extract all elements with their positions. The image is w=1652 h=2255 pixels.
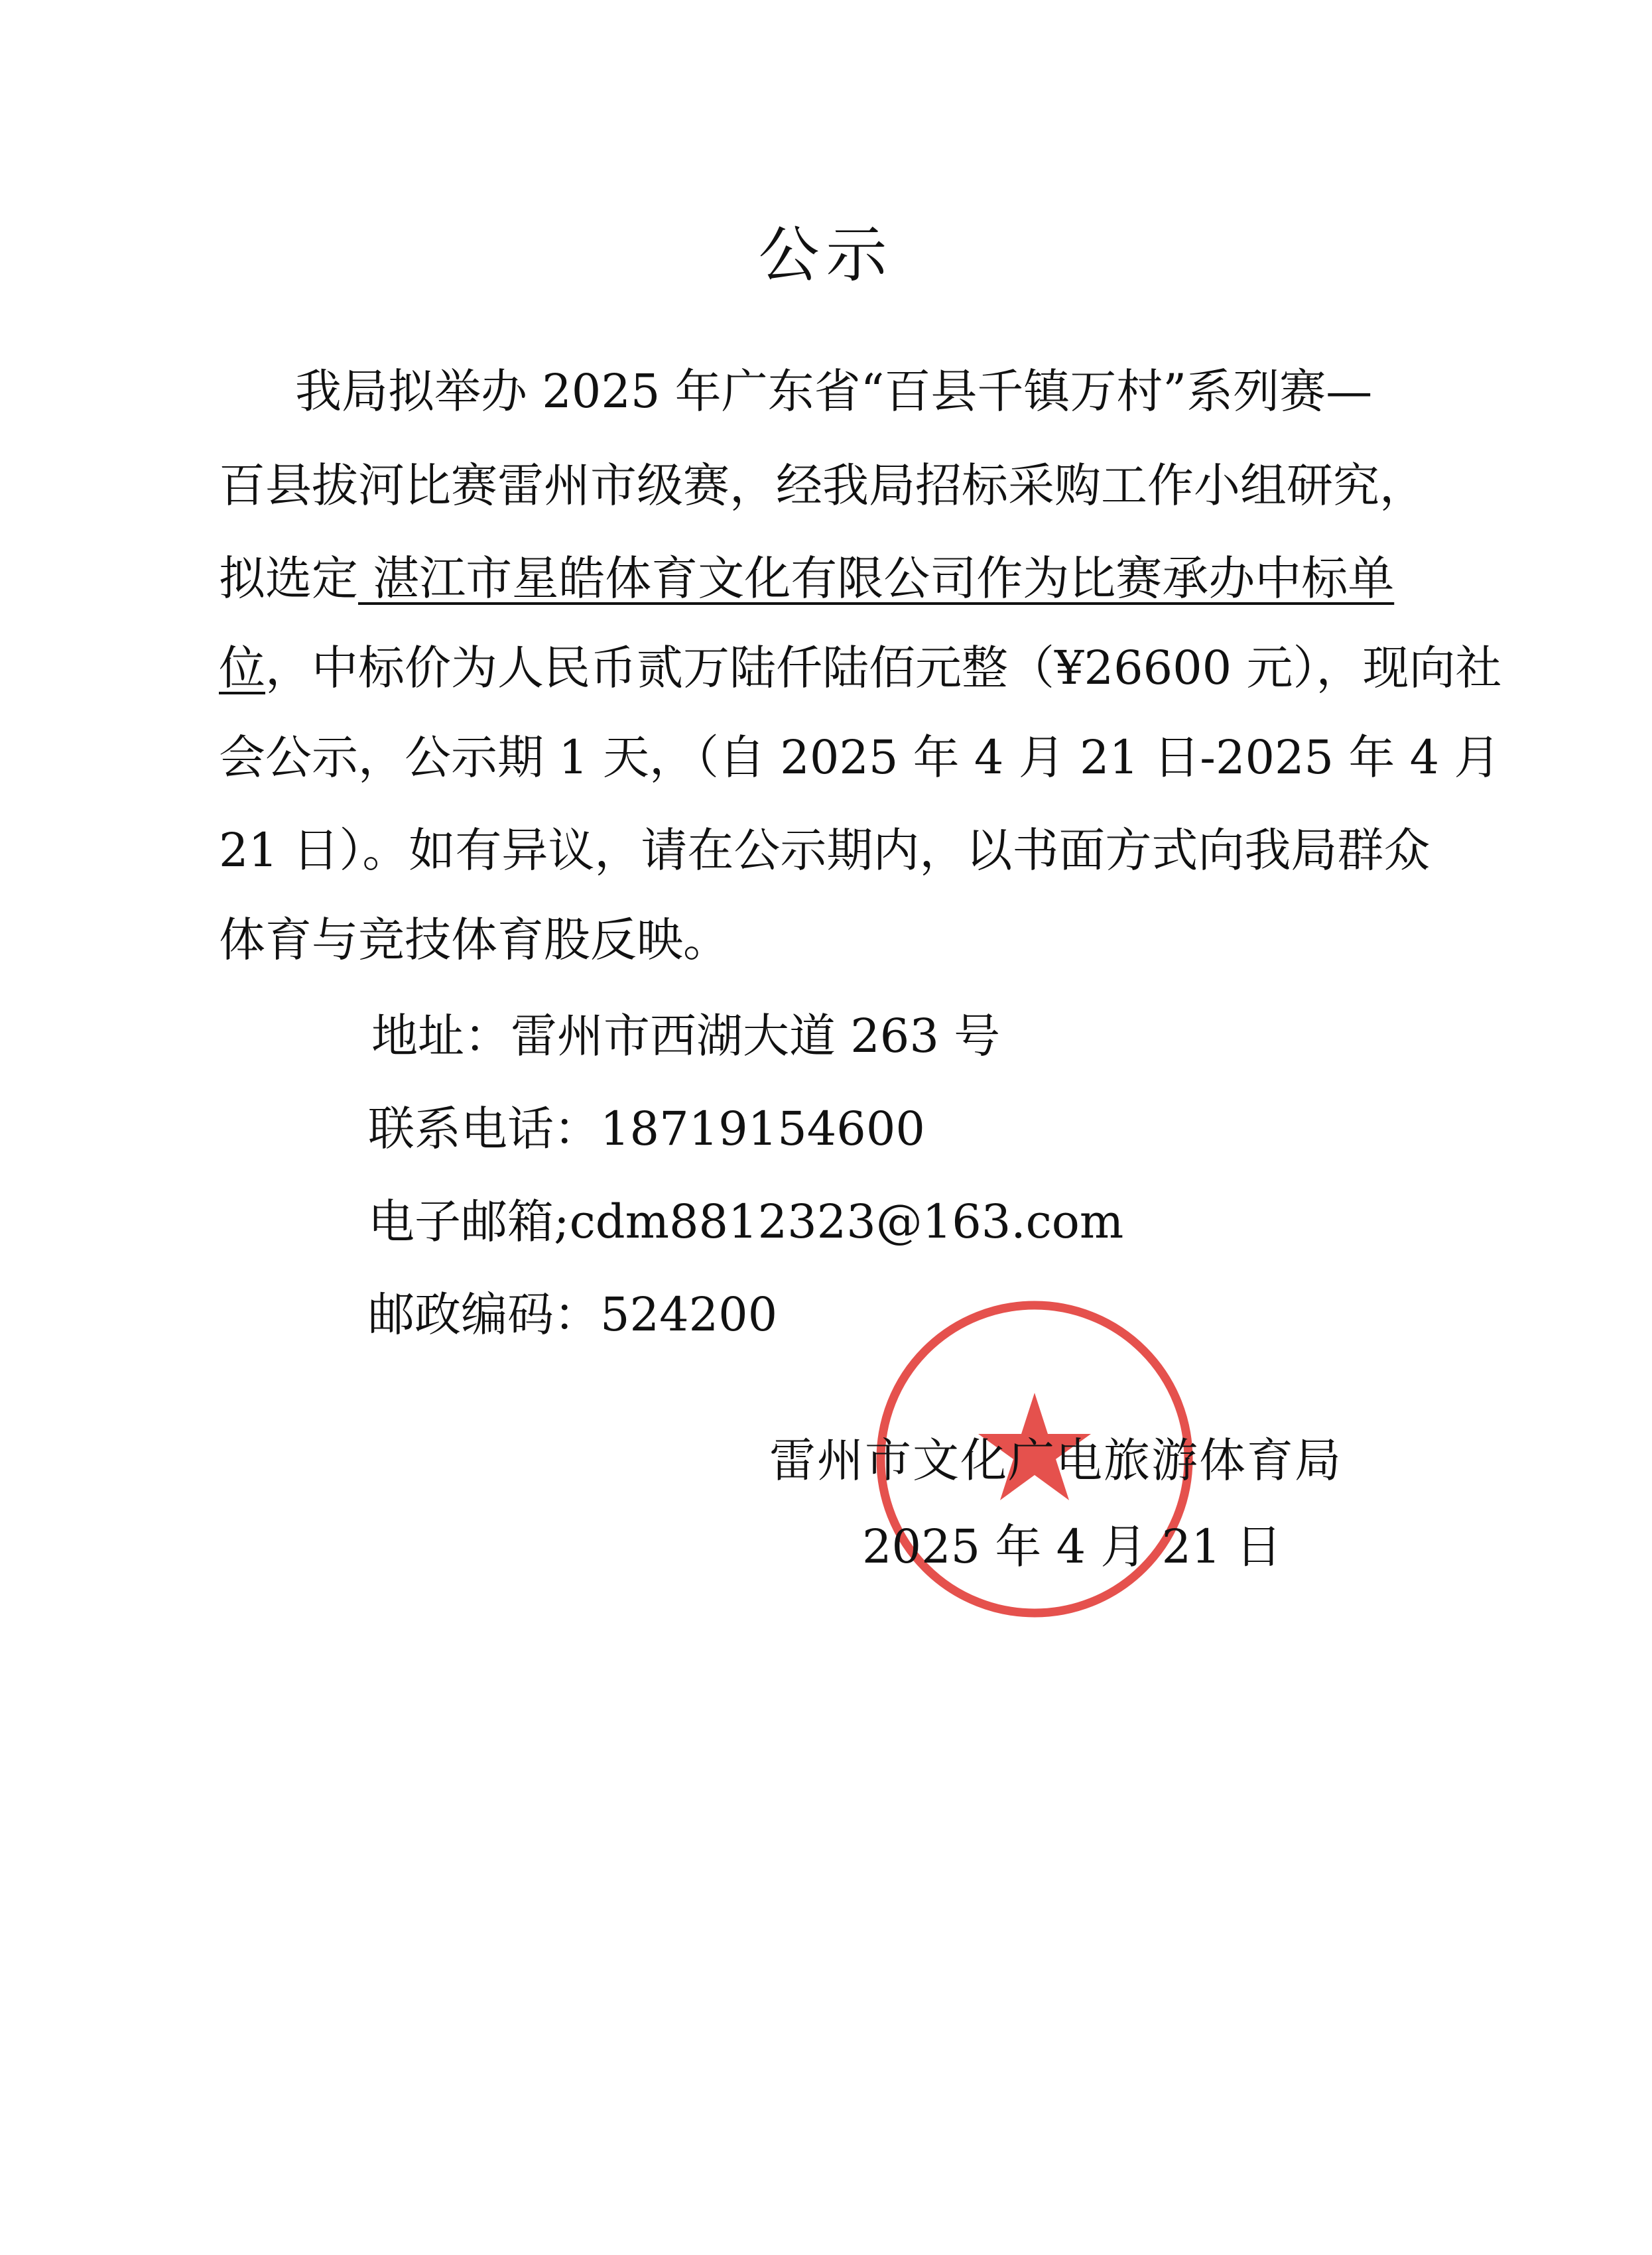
contact-address: 地址：雷州市西湖大道 263 号 — [371, 1009, 1001, 1063]
paragraph-line-2: 百县拔河比赛雷州市级赛，经我局招标采购工作小组研究， — [219, 458, 1426, 513]
winning-bidder-name: 湛江市星皓体育文化有限公司作为比赛承办中标单 — [358, 551, 1395, 606]
paragraph-line-7: 体育与竞技体育股反映。 — [219, 913, 730, 967]
contact-postcode: 邮政编码：524200 — [368, 1287, 778, 1342]
signature-organization: 雷州市文化广电旅游体育局 — [769, 1433, 1342, 1488]
contact-email: 电子邮箱;cdm8812323@163.com — [368, 1194, 1124, 1249]
paragraph-line-4-rest: ，中标价为人民币贰万陆仟陆佰元整（¥26600 元），现向社 — [265, 641, 1502, 695]
paragraph-line-1: 我局拟举办 2025 年广东省“百县千镇万村”系列赛— — [295, 364, 1373, 419]
contact-phone: 联系电话：18719154600 — [368, 1102, 925, 1156]
paragraph-line-4 — [219, 640, 1501, 696]
signature-date: 2025 年 4 月 21 日 — [862, 1519, 1283, 1574]
document-title: 公示 — [758, 220, 894, 290]
paragraph-line-3 — [219, 550, 1394, 606]
paragraph-line-5: 会公示，公示期 1 天，（自 2025 年 4 月 21 日-2025 年 4 月 — [219, 730, 1501, 785]
paragraph-line-3-prefix: 拟选定 — [219, 551, 358, 606]
winning-bidder-name-end: 位 — [219, 641, 265, 695]
paragraph-line-6: 21 日）。如有异议，请在公示期内，以书面方式向我局群众 — [219, 823, 1430, 877]
